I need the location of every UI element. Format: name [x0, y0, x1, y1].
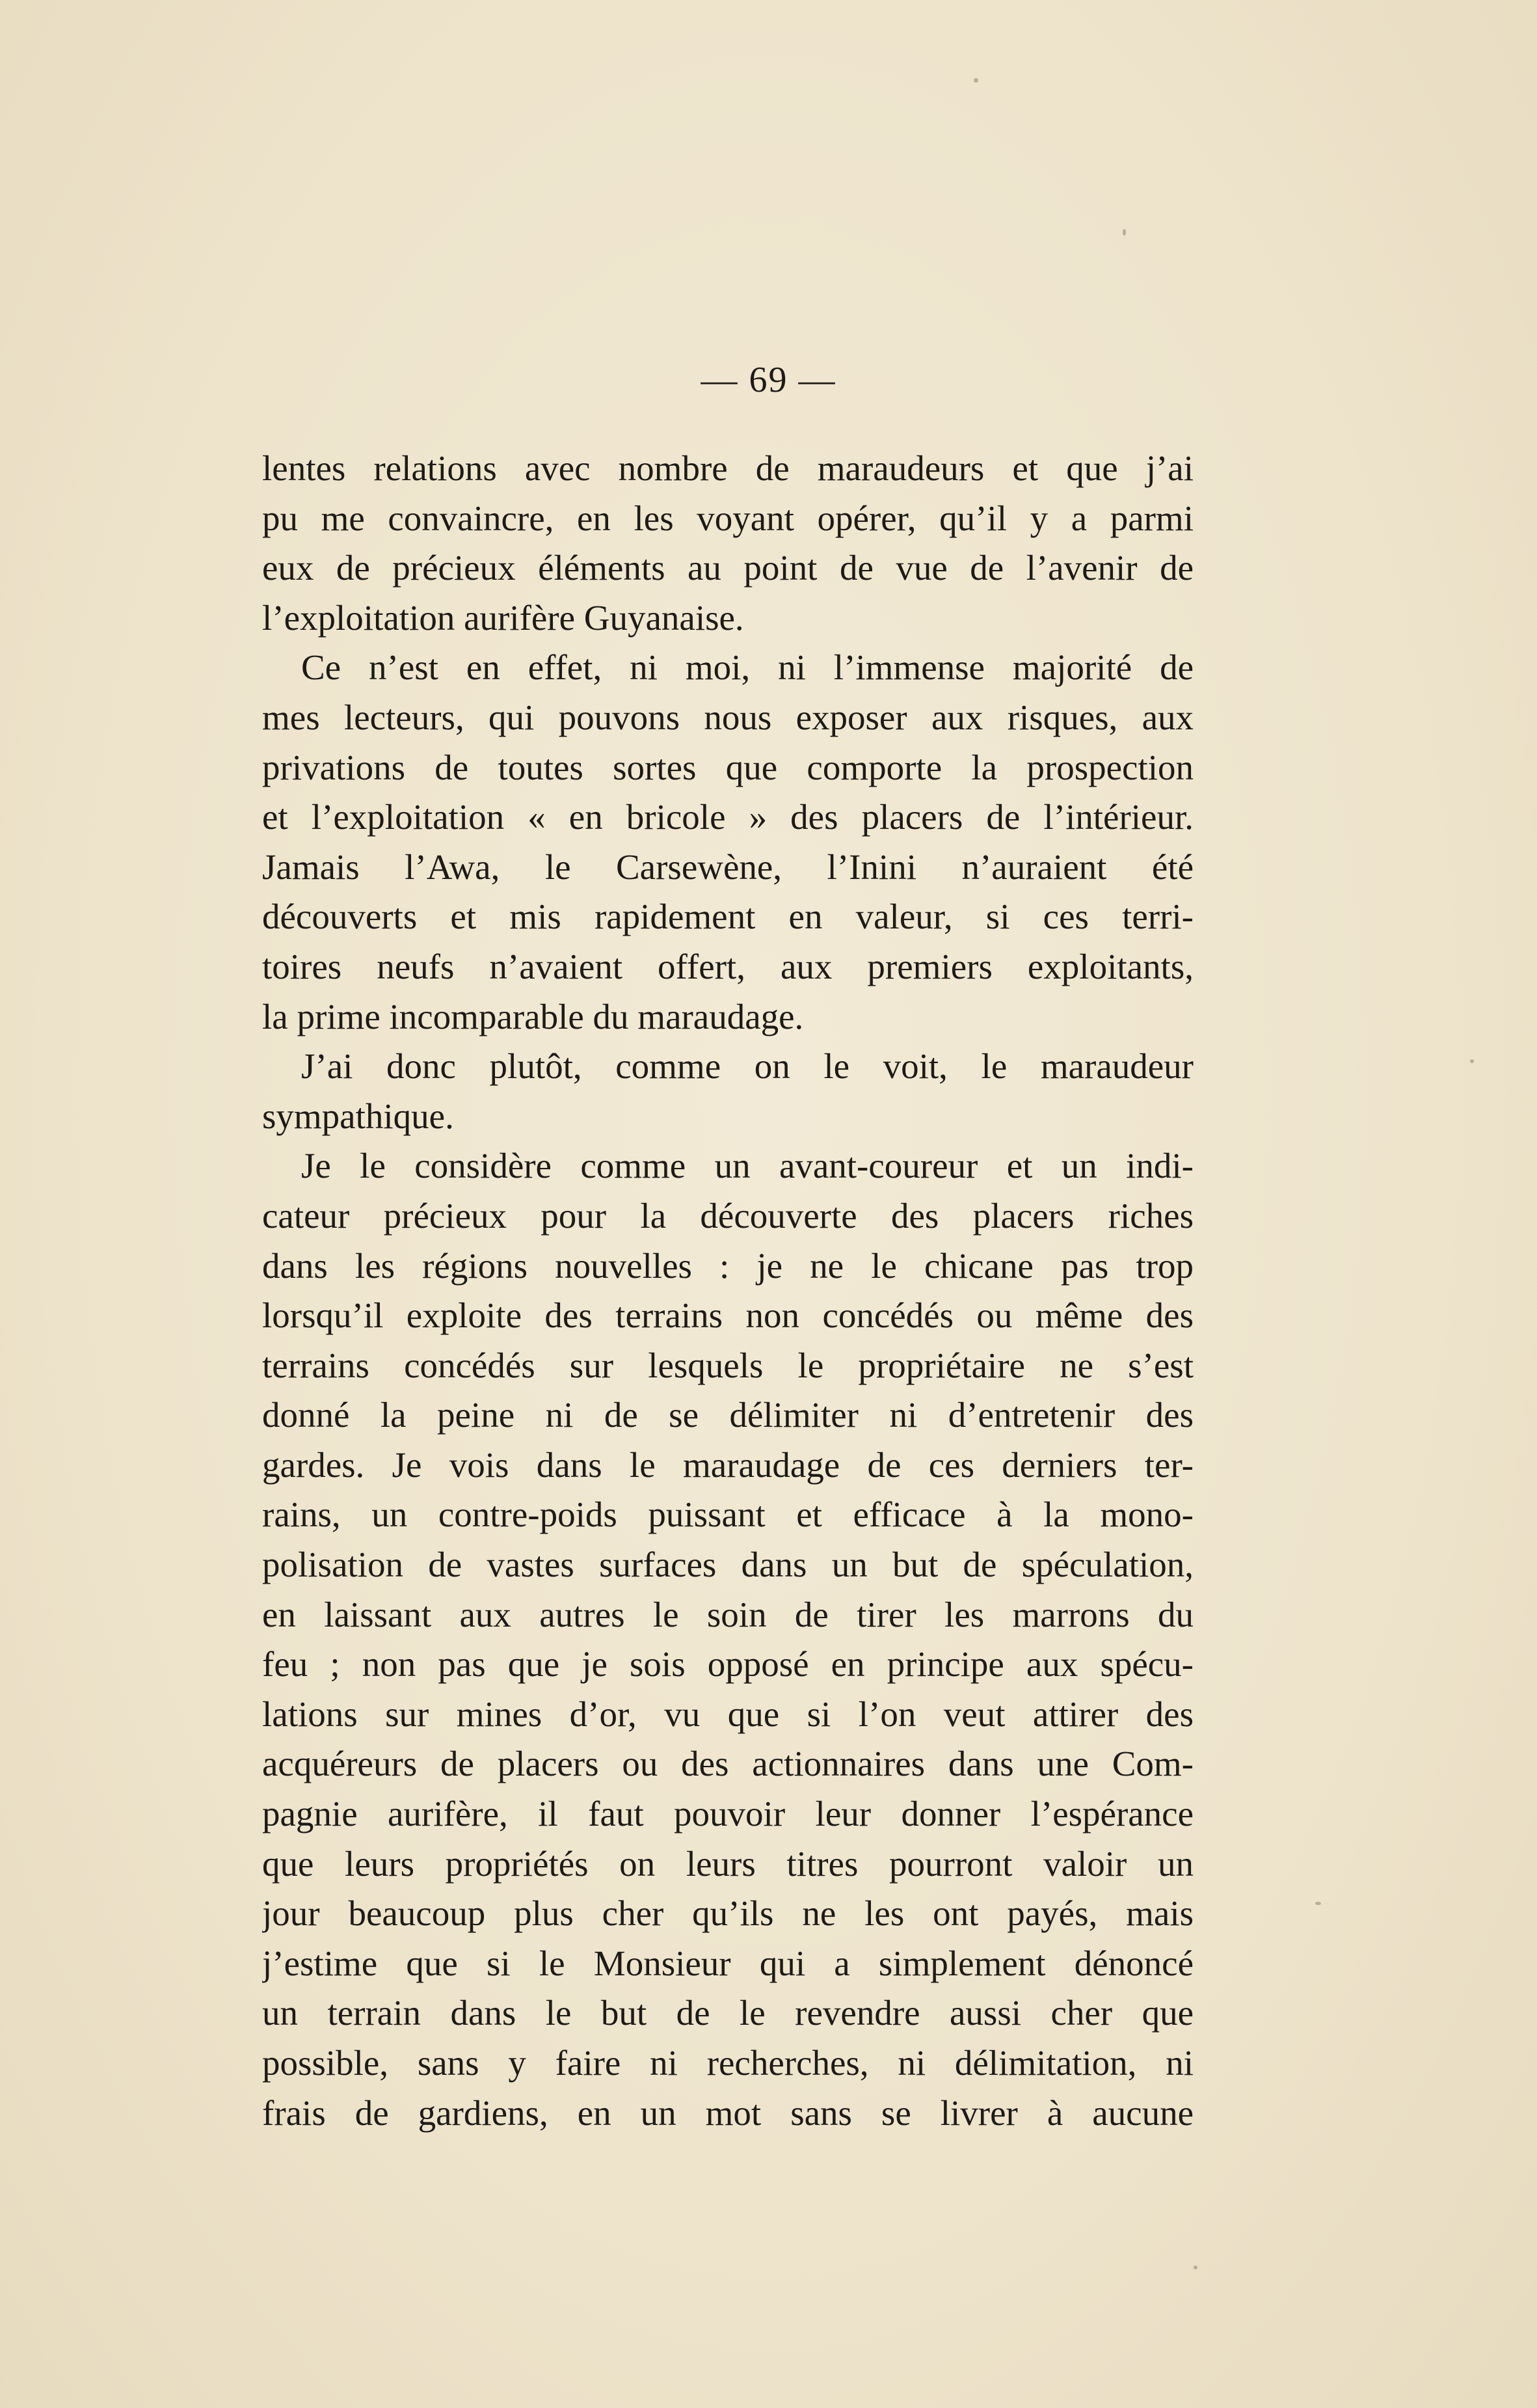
- text-line: découverts et mis rapidement en valeur, si ces terri-: [262, 897, 1194, 937]
- text-line: lations sur mines d’or, vu que si l’on veut attirer des: [262, 1694, 1194, 1734]
- text-line: jour beaucoup plus cher qu’ils ne les ont payés, mais: [262, 1893, 1194, 1934]
- text-line: pagnie aurifère, il faut pouvoir leur donner l’espérance: [262, 1794, 1194, 1834]
- text-line: que leurs propriétés on leurs titres pourront valoir un: [262, 1843, 1194, 1884]
- text-line: sympathique.: [262, 1096, 454, 1136]
- text-line: un terrain dans le but de le revendre aussi cher que: [262, 1993, 1194, 2033]
- text-line: cateur précieux pour la découverte des placers riches: [262, 1195, 1194, 1236]
- text-line: terrains concédés sur lesquels le propriétaire ne s’est: [262, 1345, 1194, 1385]
- text-line: et l’exploitation « en bricole » des placers de l’intérieur.: [262, 797, 1194, 837]
- text-line: donné la peine ni de se délimiter ni d’entretenir des: [262, 1395, 1194, 1435]
- text-line: toires neufs n’avaient offert, aux premiers exploitants,: [262, 946, 1194, 986]
- text-line: Jamais l’Awa, le Carsewène, l’Inini n’auraient été: [262, 846, 1194, 887]
- page-number: — 69 —: [701, 360, 836, 400]
- text-line: eux de précieux éléments au point de vue de l’avenir de: [262, 548, 1194, 588]
- body-text: [262, 444, 1194, 2138]
- text-line: acquéreurs de placers ou des actionnaires dans une Com-: [262, 1744, 1194, 1784]
- text-line: polisation de vastes surfaces dans un but de spéculation,: [262, 1545, 1194, 1585]
- text-line: l’exploitation aurifère Guyanaise.: [262, 597, 744, 638]
- text-line: privations de toutes sortes que comporte la prospection: [262, 747, 1194, 787]
- text-line: j’estime que si le Monsieur qui a simplement dénoncé: [262, 1943, 1194, 1983]
- text-line: Ce n’est en effet, ni moi, ni l’immense majorité de: [301, 647, 1194, 688]
- text-line: Je le considère comme un avant-coureur et un indi-: [301, 1146, 1194, 1186]
- text-line: dans les régions nouvelles : je ne le chicane pas trop: [262, 1245, 1194, 1286]
- text-line: en laissant aux autres le soin de tirer les marrons du: [262, 1594, 1194, 1634]
- paper-speck: [1315, 1902, 1321, 1905]
- paper-speck: [1470, 1059, 1474, 1063]
- text-line: J’ai donc plutôt, comme on le voit, le maraudeur: [301, 1046, 1194, 1087]
- text-line: rains, un contre-poids puissant et efficace à la mono-: [262, 1495, 1194, 1535]
- text-line: pu me convaincre, en les voyant opérer, qu’il y a parmi: [262, 498, 1194, 538]
- paper-speck: [1194, 2266, 1197, 2269]
- text-line: frais de gardiens, en un mot sans se livrer à aucune: [262, 2092, 1194, 2133]
- text-line: gardes. Je vois dans le maraudage de ces derniers ter-: [262, 1444, 1194, 1485]
- text-line: possible, sans y faire ni recherches, ni délimitation, ni: [262, 2043, 1194, 2083]
- text-line: la prime incomparable du maraudage.: [262, 996, 804, 1036]
- text-line: lorsqu’il exploite des terrains non concédés ou même des: [262, 1295, 1194, 1336]
- paper-speck: [974, 78, 978, 83]
- paper-speck: [1123, 229, 1126, 236]
- text-line: feu ; non pas que je sois opposé en principe aux spécu-: [262, 1644, 1194, 1684]
- text-line: mes lecteurs, qui pouvons nous exposer aux risques, aux: [262, 697, 1194, 737]
- text-line: lentes relations avec nombre de maraudeurs et que j’ai: [262, 448, 1194, 488]
